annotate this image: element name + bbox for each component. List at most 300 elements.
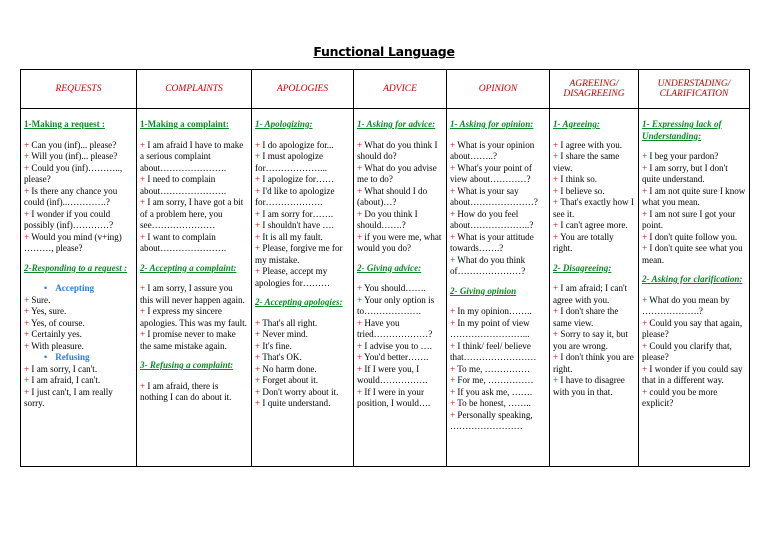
phrase-item <box>642 163 746 186</box>
phrase-text: It's fine. <box>262 340 292 351</box>
plus-icon: + <box>357 162 365 173</box>
plus-icon: + <box>357 185 365 196</box>
plus-icon: + <box>450 398 458 408</box>
phrase-item <box>553 329 635 352</box>
phrase-text: I advise you to …. <box>364 340 432 351</box>
phrase-item <box>255 266 350 289</box>
plus-icon: + <box>450 185 458 196</box>
phrase-text: I am afraid, I can't. <box>31 375 101 385</box>
plus-icon: + <box>450 340 458 351</box>
plus-icon: + <box>357 208 365 219</box>
phrase-text: What is your say about…………………? <box>450 185 538 207</box>
phrase-item <box>553 232 635 255</box>
phrase-item <box>357 318 443 341</box>
phrase-item <box>255 151 350 174</box>
phrase-item <box>450 387 546 399</box>
cell-apologies <box>252 109 354 467</box>
phrase-item <box>450 255 546 278</box>
phrase-text: I need to complain about…………………. <box>140 174 227 196</box>
phrase-text: No harm done. <box>262 363 317 374</box>
plus-icon: + <box>450 363 458 374</box>
plus-icon: + <box>450 317 458 328</box>
plus-icon: + <box>553 375 561 385</box>
phrase-text: Have you tried………………? <box>357 317 433 339</box>
phrase-item <box>553 186 635 198</box>
spacer <box>553 131 635 140</box>
cell-advice <box>354 109 447 467</box>
phrase-text: I am afraid, there is nothing I can do about it. <box>140 380 232 402</box>
phrase-text: In my point of view ……………………... <box>450 317 530 339</box>
phrase-item <box>255 209 350 221</box>
section-heading: 2- Accepting apologies: <box>255 297 343 307</box>
phrase-text: Will you (inf)... please? <box>31 151 118 161</box>
plus-icon: + <box>642 162 650 173</box>
phrase-item <box>255 243 350 266</box>
phrase-item <box>553 151 635 174</box>
phrase-text: I think so. <box>560 174 598 184</box>
subheading <box>24 283 133 295</box>
phrase-item <box>450 410 546 433</box>
plus-icon: + <box>642 317 650 328</box>
phrase-item <box>357 283 443 295</box>
plus-icon: + <box>255 352 263 362</box>
phrase-text: Yes, sure. <box>31 306 67 316</box>
phrase-item <box>357 387 443 410</box>
plus-icon: + <box>553 174 561 184</box>
section-heading: 1-Making a request : <box>24 119 105 129</box>
phrase-item <box>642 295 746 318</box>
phrase-item <box>642 186 746 209</box>
plus-icon: + <box>24 162 32 173</box>
phrase-text: That's OK. <box>262 352 302 362</box>
plus-icon: + <box>357 352 365 362</box>
phrase-text: What do you advise me to do? <box>357 162 437 184</box>
phrase-item <box>255 352 350 364</box>
phrase-text: What's your point of view about…………? <box>450 162 532 184</box>
phrase-item <box>553 306 635 329</box>
plus-icon: + <box>255 220 263 230</box>
phrase-item <box>24 186 133 209</box>
phrase-text: If you ask me, ……. <box>457 386 533 397</box>
phrase-item <box>24 163 133 186</box>
phrase-text: Don't worry about it. <box>262 386 339 397</box>
phrase-item <box>642 364 746 387</box>
plus-icon: + <box>553 306 561 316</box>
phrase-text: I want to complain about…………………. <box>140 231 227 253</box>
section-heading: 2-Responding to a request : <box>24 262 128 273</box>
phrase-item <box>357 163 443 186</box>
plus-icon: + <box>24 375 32 385</box>
header-apologies: APOLOGIES <box>252 70 354 109</box>
phrase-item <box>24 232 133 255</box>
phrase-text: I don't share the same view. <box>553 306 619 328</box>
phrase-text: I am sorry for……. <box>262 208 334 219</box>
subheading-label: Refusing <box>55 352 90 362</box>
plus-icon: + <box>642 208 650 219</box>
phrase-item <box>642 318 746 341</box>
plus-icon: + <box>642 340 650 351</box>
plus-icon: + <box>255 266 263 276</box>
phrase-item <box>642 232 746 244</box>
phrase-text: Is there any chance you could (inf)..………….? <box>24 185 118 207</box>
section-heading: 1- Expressing lack of Understanding: <box>642 119 722 141</box>
phrase-item <box>255 364 350 376</box>
phrase-text: I am not sure I got your point. <box>642 208 736 230</box>
section-heading: 2- Asking for clarification: <box>642 274 743 284</box>
bullet-icon: • <box>44 352 48 362</box>
spacer <box>450 131 546 140</box>
plus-icon: + <box>24 294 32 305</box>
phrase-text: It is all my fault. <box>262 231 323 242</box>
content-row <box>21 109 750 467</box>
phrase-text: What do you think of…………………? <box>450 254 526 276</box>
plus-icon: + <box>357 317 365 328</box>
phrase-item <box>357 209 443 232</box>
phrase-text: For me, …………… <box>457 375 534 385</box>
phrase-text: Yes, of course. <box>31 317 85 328</box>
phrase-text: I express my sincere apologies. This was my fault. <box>140 306 247 328</box>
phrase-item <box>450 398 546 410</box>
plus-icon: + <box>450 409 458 420</box>
phrase-text: I just can't, I am really sorry. <box>24 386 113 408</box>
bullet-icon: • <box>44 283 48 293</box>
phrase-item <box>255 174 350 186</box>
plus-icon: + <box>255 329 263 339</box>
plus-icon: + <box>255 208 263 219</box>
spacer <box>140 274 248 283</box>
phrase-text: I don't quite see what you mean. <box>642 243 743 265</box>
phrase-text: You are totally right. <box>553 231 614 253</box>
plus-icon: + <box>24 231 32 242</box>
phrase-text: Forget about it. <box>262 375 319 385</box>
phrase-item <box>642 387 746 410</box>
plus-icon: + <box>140 329 148 339</box>
phrase-item <box>24 341 133 353</box>
plus-icon: + <box>140 139 148 150</box>
plus-icon: + <box>24 386 32 397</box>
phrase-item <box>255 375 350 387</box>
section-heading: 2- Disagreeing: <box>553 262 612 273</box>
phrase-item <box>357 232 443 255</box>
phrase-item <box>140 306 248 329</box>
phrase-item <box>450 186 546 209</box>
phrase-text: I think/ feel/ believe that…………………… <box>450 340 537 362</box>
spacer <box>553 274 635 283</box>
phrase-item <box>642 209 746 232</box>
plus-icon: + <box>140 380 148 391</box>
phrase-text: That's all right. <box>262 317 318 328</box>
section-heading: 1- Apologizing: <box>255 119 313 129</box>
plus-icon: + <box>642 386 650 397</box>
plus-icon: + <box>24 363 32 374</box>
plus-icon: + <box>642 363 650 374</box>
phrase-item <box>255 329 350 341</box>
plus-icon: + <box>357 283 365 293</box>
header-advice: ADVICE <box>354 70 447 109</box>
plus-icon: + <box>255 185 263 196</box>
phrase-item <box>255 398 350 410</box>
plus-icon: + <box>255 340 263 351</box>
plus-icon: + <box>140 306 148 316</box>
phrase-item <box>450 375 546 387</box>
plus-icon: + <box>553 197 561 207</box>
plus-icon: + <box>140 231 148 242</box>
phrase-text: What is your attitude towards…….? <box>450 231 534 253</box>
plus-icon: + <box>450 306 458 316</box>
phrase-item <box>553 375 635 398</box>
phrase-item <box>553 352 635 375</box>
page-title: Functional Language <box>313 44 455 59</box>
phrase-text: Sure. <box>31 294 51 305</box>
functional-language-table <box>20 69 750 467</box>
spacer <box>357 131 443 140</box>
phrase-text: I share the same view. <box>553 151 620 173</box>
spacer <box>642 286 746 295</box>
phrase-text: I wonder if you could say that in a different way. <box>642 363 743 385</box>
plus-icon: + <box>140 283 148 293</box>
plus-icon: + <box>553 352 561 362</box>
spacer <box>642 142 746 151</box>
plus-icon: + <box>255 231 263 242</box>
phrase-item <box>24 140 133 152</box>
phrase-text: Do you think I should…….? <box>357 208 418 230</box>
plus-icon: + <box>553 185 561 196</box>
phrase-item <box>255 387 350 399</box>
spacer <box>24 274 133 283</box>
phrase-text: Your only option is to………………. <box>357 294 435 316</box>
plus-icon: + <box>357 340 365 351</box>
phrase-text: In my opinion…….. <box>457 306 532 316</box>
plus-icon: + <box>642 294 650 305</box>
phrase-item <box>24 151 133 163</box>
phrase-item <box>24 306 133 318</box>
phrase-text: To me, …………… <box>457 363 531 374</box>
phrase-item <box>24 209 133 232</box>
phrase-text: I agree with you. <box>560 139 623 150</box>
phrase-text: I do apologize for... <box>262 139 334 150</box>
phrase-text: Never mind. <box>262 329 308 339</box>
phrase-text: What should I do (about)…? <box>357 185 428 207</box>
plus-icon: + <box>255 398 263 408</box>
phrase-item <box>357 295 443 318</box>
phrase-text: I am afraid; I can't agree with you. <box>553 283 628 305</box>
section-heading: 1- Agreeing: <box>553 119 600 129</box>
phrase-text: I am sorry, I have got a bit of a problem here, you see………………… <box>140 197 244 230</box>
plus-icon: + <box>255 174 263 184</box>
plus-icon: + <box>357 363 365 374</box>
plus-icon: + <box>24 185 32 196</box>
phrase-text: I quite understand. <box>262 398 331 408</box>
spacer <box>140 131 248 140</box>
phrase-item <box>24 375 133 387</box>
plus-icon: + <box>140 197 148 207</box>
subheading-label: Accepting <box>55 283 95 293</box>
plus-icon: + <box>24 329 32 339</box>
phrase-item <box>24 295 133 307</box>
phrase-item <box>140 140 248 175</box>
header-complaints: COMPLAINTS <box>137 70 252 109</box>
phrase-text: if you were me, what would you do? <box>357 231 442 253</box>
plus-icon: + <box>255 386 263 397</box>
spacer <box>357 274 443 283</box>
plus-icon: + <box>642 231 650 242</box>
plus-icon: + <box>553 220 561 230</box>
phrase-text: Certainly yes. <box>31 329 82 339</box>
phrase-text: I am sorry, but I don't quite understand. <box>642 162 728 184</box>
phrase-item <box>553 140 635 152</box>
phrase-item <box>450 306 546 318</box>
plus-icon: + <box>642 243 650 253</box>
plus-icon: + <box>450 386 458 397</box>
cell-opinion <box>447 109 550 467</box>
header-row <box>21 70 750 109</box>
phrase-item <box>140 329 248 352</box>
phrase-item <box>642 341 746 364</box>
plus-icon: + <box>24 139 32 150</box>
plus-icon: + <box>642 185 650 196</box>
phrase-text: You'd better……. <box>364 352 429 362</box>
section-heading: 1-Making a complaint: <box>140 119 229 129</box>
header-agreeing-disagreeing: AGREEING/ DISAGREEING <box>550 70 639 109</box>
phrase-item <box>553 220 635 232</box>
plus-icon: + <box>24 340 32 351</box>
plus-icon: + <box>24 306 32 316</box>
plus-icon: + <box>24 151 32 161</box>
phrase-item <box>255 140 350 152</box>
phrase-item <box>255 318 350 330</box>
phrase-item <box>357 352 443 364</box>
plus-icon: + <box>357 231 365 242</box>
phrase-text: You should……. <box>364 283 426 293</box>
phrase-item <box>140 197 248 232</box>
spacer <box>24 131 133 140</box>
phrase-text: I am not quite sure I know what you mean. <box>642 185 746 207</box>
phrase-item <box>140 283 248 306</box>
plus-icon: + <box>642 151 650 161</box>
phrase-text: Sorry to say it, but you are wrong. <box>553 329 628 351</box>
plus-icon: + <box>357 294 365 305</box>
phrase-text: What do you think I should do? <box>357 139 438 161</box>
phrase-text: Would you mind (v+ing) ………, please? <box>24 231 122 253</box>
phrase-text: That's exactly how I see it. <box>553 197 634 219</box>
phrase-text: I must apologize for………………... <box>255 151 327 173</box>
phrase-item <box>24 329 133 341</box>
header-opinion: OPINION <box>447 70 550 109</box>
phrase-text: Could you clarify that, please? <box>642 340 732 362</box>
phrase-text: What do you mean by ……………….? <box>642 294 730 316</box>
phrase-item <box>140 232 248 255</box>
plus-icon: + <box>553 283 561 293</box>
plus-icon: + <box>24 317 32 328</box>
phrase-item <box>255 186 350 209</box>
plus-icon: + <box>553 329 561 339</box>
phrase-text: I'd like to apologize for………………. <box>255 185 335 207</box>
plus-icon: + <box>255 139 263 150</box>
phrase-text: I can't agree more. <box>560 220 628 230</box>
section-heading: 2- Giving opinion <box>450 285 517 296</box>
phrase-text: I wonder if you could possibly (inf)…………? <box>24 208 114 230</box>
plus-icon: + <box>255 151 263 161</box>
cell-agreeing-disagreeing <box>550 109 639 467</box>
spacer <box>450 297 546 306</box>
phrase-text: I am sorry, I assure you this will never happen again. <box>140 283 245 305</box>
section-heading: 1- Asking for opinion: <box>450 119 534 129</box>
phrase-text: If I were you, I would……………. <box>357 363 428 385</box>
plus-icon: + <box>255 317 263 328</box>
plus-icon: + <box>450 254 458 265</box>
phrase-text: I apologize for…… <box>262 174 335 184</box>
plus-icon: + <box>357 386 365 397</box>
spacer <box>140 372 248 381</box>
plus-icon: + <box>450 208 458 219</box>
phrase-text: I am afraid I have to make a serious complaint about…………………. <box>140 139 244 173</box>
phrase-text: What is your opinion about……..? <box>450 139 535 161</box>
plus-icon: + <box>255 375 263 385</box>
phrase-item <box>450 232 546 255</box>
phrase-item <box>255 341 350 353</box>
plus-icon: + <box>357 139 365 150</box>
phrase-item <box>450 318 546 341</box>
phrase-text: How do you feel about………………..? <box>450 208 534 230</box>
plus-icon: + <box>255 243 263 253</box>
phrase-item <box>450 140 546 163</box>
plus-icon: + <box>553 139 561 150</box>
phrase-text: I don't quite follow you. <box>649 231 738 242</box>
header-understanding-clarification: UNDERSTADING/ CLARIFICATION <box>639 70 750 109</box>
plus-icon: + <box>255 363 263 374</box>
phrase-item <box>450 209 546 232</box>
phrase-item <box>357 341 443 353</box>
phrase-item <box>24 318 133 330</box>
cell-complaints <box>137 109 252 467</box>
plus-icon: + <box>450 139 458 150</box>
phrase-item <box>450 364 546 376</box>
phrase-item <box>450 341 546 364</box>
phrase-item <box>357 186 443 209</box>
phrase-text: I am sorry, I can't. <box>31 363 98 374</box>
phrase-text: I beg your pardon? <box>649 151 719 161</box>
phrase-item <box>140 174 248 197</box>
plus-icon: + <box>24 208 32 219</box>
phrase-item <box>357 140 443 163</box>
phrase-text: Can you (inf)... please? <box>31 139 117 150</box>
subheading <box>24 352 133 364</box>
phrase-item <box>24 364 133 376</box>
cell-requests <box>21 109 137 467</box>
phrase-item <box>255 232 350 244</box>
plus-icon: + <box>553 231 561 242</box>
plus-icon: + <box>140 174 148 184</box>
header-requests: REQUESTS <box>21 70 137 109</box>
phrase-item <box>357 364 443 387</box>
phrase-text: To be honest, …….. <box>457 398 531 408</box>
phrase-text: I believe so. <box>560 185 605 196</box>
section-heading: 2- Giving advice: <box>357 262 422 273</box>
plus-icon: + <box>450 375 458 385</box>
phrase-text: I shouldn't have …. <box>262 220 334 230</box>
phrase-text: Please, accept my apologies for……… <box>255 266 331 288</box>
spacer <box>255 309 350 318</box>
phrase-item <box>642 151 746 163</box>
phrase-item <box>24 387 133 410</box>
phrase-item <box>450 163 546 186</box>
phrase-text: I don't think you are right. <box>553 352 634 374</box>
phrase-text: If I were in your position, I would…. <box>357 386 431 408</box>
phrase-text: Could you (inf)……….., please? <box>24 162 123 184</box>
phrase-text: With pleasure. <box>31 340 84 351</box>
plus-icon: + <box>450 231 458 242</box>
phrase-item <box>642 243 746 266</box>
